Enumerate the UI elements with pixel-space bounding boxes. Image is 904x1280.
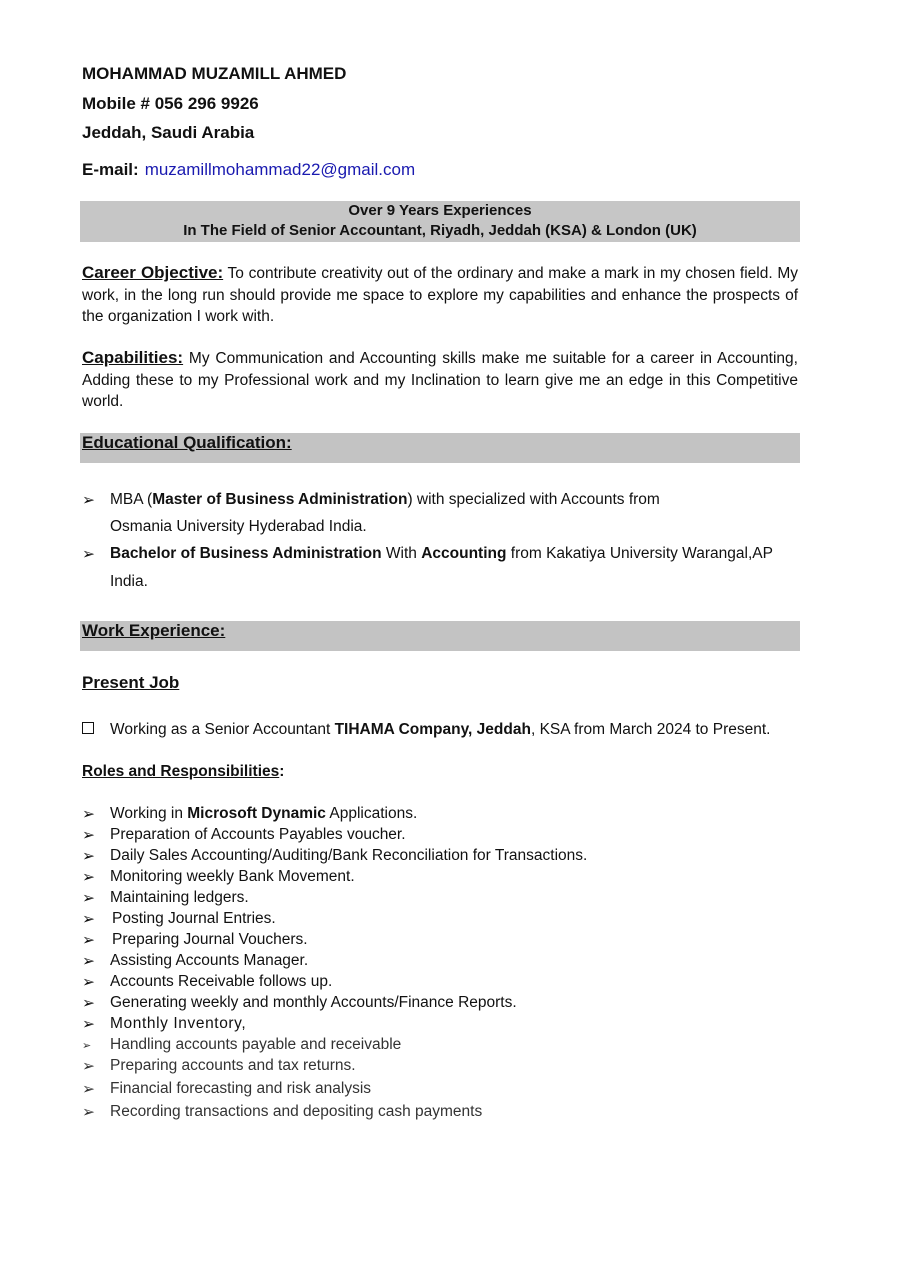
list-item: ➢ Working in Microsoft Dynamic Applications. — [82, 805, 418, 823]
email-label: E-mail: — [82, 160, 139, 179]
list-item: ➢ Preparing accounts and tax returns. — [82, 1057, 356, 1075]
present-job-heading: Present Job — [82, 673, 180, 692]
arrow-bullet-icon: ➢ — [82, 1058, 95, 1075]
banner-line-2: In The Field of Senior Accountant, Riyadh, Jeddah (KSA) & London (UK) — [183, 222, 697, 239]
arrow-bullet-icon: ➢ — [82, 869, 95, 886]
roles-heading: Roles and Responsibilities: — [82, 763, 285, 780]
candidate-name: MOHAMMAD MUZAMILL AHMED — [82, 64, 347, 83]
arrow-bullet-icon: ➢ — [82, 911, 95, 928]
arrow-bullet-icon: ➢ — [82, 890, 95, 907]
list-item: ➢ Posting Journal Entries. — [82, 910, 276, 928]
arrow-bullet-icon: ➢ — [82, 974, 95, 991]
list-item: ➢ Assisting Accounts Manager. — [82, 952, 309, 970]
arrow-bullet-icon: ➢ — [82, 1104, 95, 1121]
experience-banner — [80, 201, 800, 242]
location: Jeddah, Saudi Arabia — [82, 123, 255, 142]
education-section-bar — [80, 433, 800, 463]
arrow-bullet-icon: ➢ — [82, 546, 95, 563]
work-heading: Work Experience: — [82, 621, 226, 640]
list-item: ➢ Financial forecasting and risk analysis — [82, 1080, 372, 1098]
list-item: ➢ Monthly Inventory, — [82, 1015, 247, 1033]
capabilities-text: My Communication and Accounting skills make me suitable for a career in Accounting, Adding these to my Professional work and my Inclination to learn give me an edge in this Competitive world. — [82, 350, 798, 410]
career-objective-text: To contribute creativity out of the ordinary and make a mark in my chosen field. My work, in the long run should provide me space to explore my capabilities and enhance the prospects of the organization I work with. — [82, 265, 798, 325]
list-item: ➢ Recording transactions and depositing cash payments — [82, 1103, 483, 1121]
list-item: ➢ Maintaining ledgers. — [82, 889, 249, 907]
career-objective — [82, 262, 798, 328]
current-job: Working as a Senior Accountant TIHAMA Company, Jeddah, KSA from March 2024 to Present. — [82, 721, 802, 741]
arrow-bullet-icon: ➢ — [82, 953, 95, 970]
education-item: ➢ MBA (Master of Business Administration) with specialized with Accounts from — [82, 491, 660, 509]
email-link[interactable]: muzamillmohammad22@gmail.com — [144, 160, 416, 179]
career-objective-heading: Career Objective: — [82, 263, 224, 282]
list-item: ➢ Preparation of Accounts Payables voucher. — [82, 826, 406, 844]
arrow-bullet-icon: ➢ — [82, 1040, 92, 1052]
arrow-bullet-icon: ➢ — [82, 492, 95, 509]
arrow-bullet-icon: ➢ — [82, 827, 95, 844]
list-item: ➢ Monitoring weekly Bank Movement. — [82, 868, 355, 886]
education-item-continued: India. — [110, 573, 148, 590]
arrow-bullet-icon: ➢ — [82, 932, 95, 949]
list-item: ➢ Generating weekly and monthly Accounts/Finance Reports. — [82, 994, 517, 1012]
banner-line-1: Over 9 Years Experiences — [348, 202, 532, 219]
arrow-bullet-icon: ➢ — [82, 806, 95, 823]
email-row — [82, 160, 415, 180]
arrow-bullet-icon: ➢ — [82, 848, 95, 865]
arrow-bullet-icon: ➢ — [82, 995, 95, 1012]
list-item: ➢ Daily Sales Accounting/Auditing/Bank Reconciliation for Transactions. — [82, 847, 588, 865]
education-item-continued: Osmania University Hyderabad India. — [110, 518, 367, 535]
list-item: ➢ Accounts Receivable follows up. — [82, 973, 333, 991]
mobile-number: Mobile # 056 296 9926 — [82, 94, 259, 113]
arrow-bullet-icon: ➢ — [82, 1081, 95, 1098]
capabilities-heading: Capabilities: — [82, 348, 184, 367]
checkbox-icon — [82, 722, 94, 734]
capabilities — [82, 347, 798, 413]
list-item: ➢ Preparing Journal Vouchers. — [82, 931, 308, 949]
list-item: ➢ Handling accounts payable and receivable — [82, 1036, 402, 1053]
arrow-bullet-icon: ➢ — [82, 1016, 95, 1033]
education-heading: Educational Qualification: — [82, 433, 292, 452]
work-section-bar — [80, 621, 800, 651]
education-item: ➢ Bachelor of Business Administration With Accounting from Kakatiya University Warangal,AP — [82, 545, 773, 563]
